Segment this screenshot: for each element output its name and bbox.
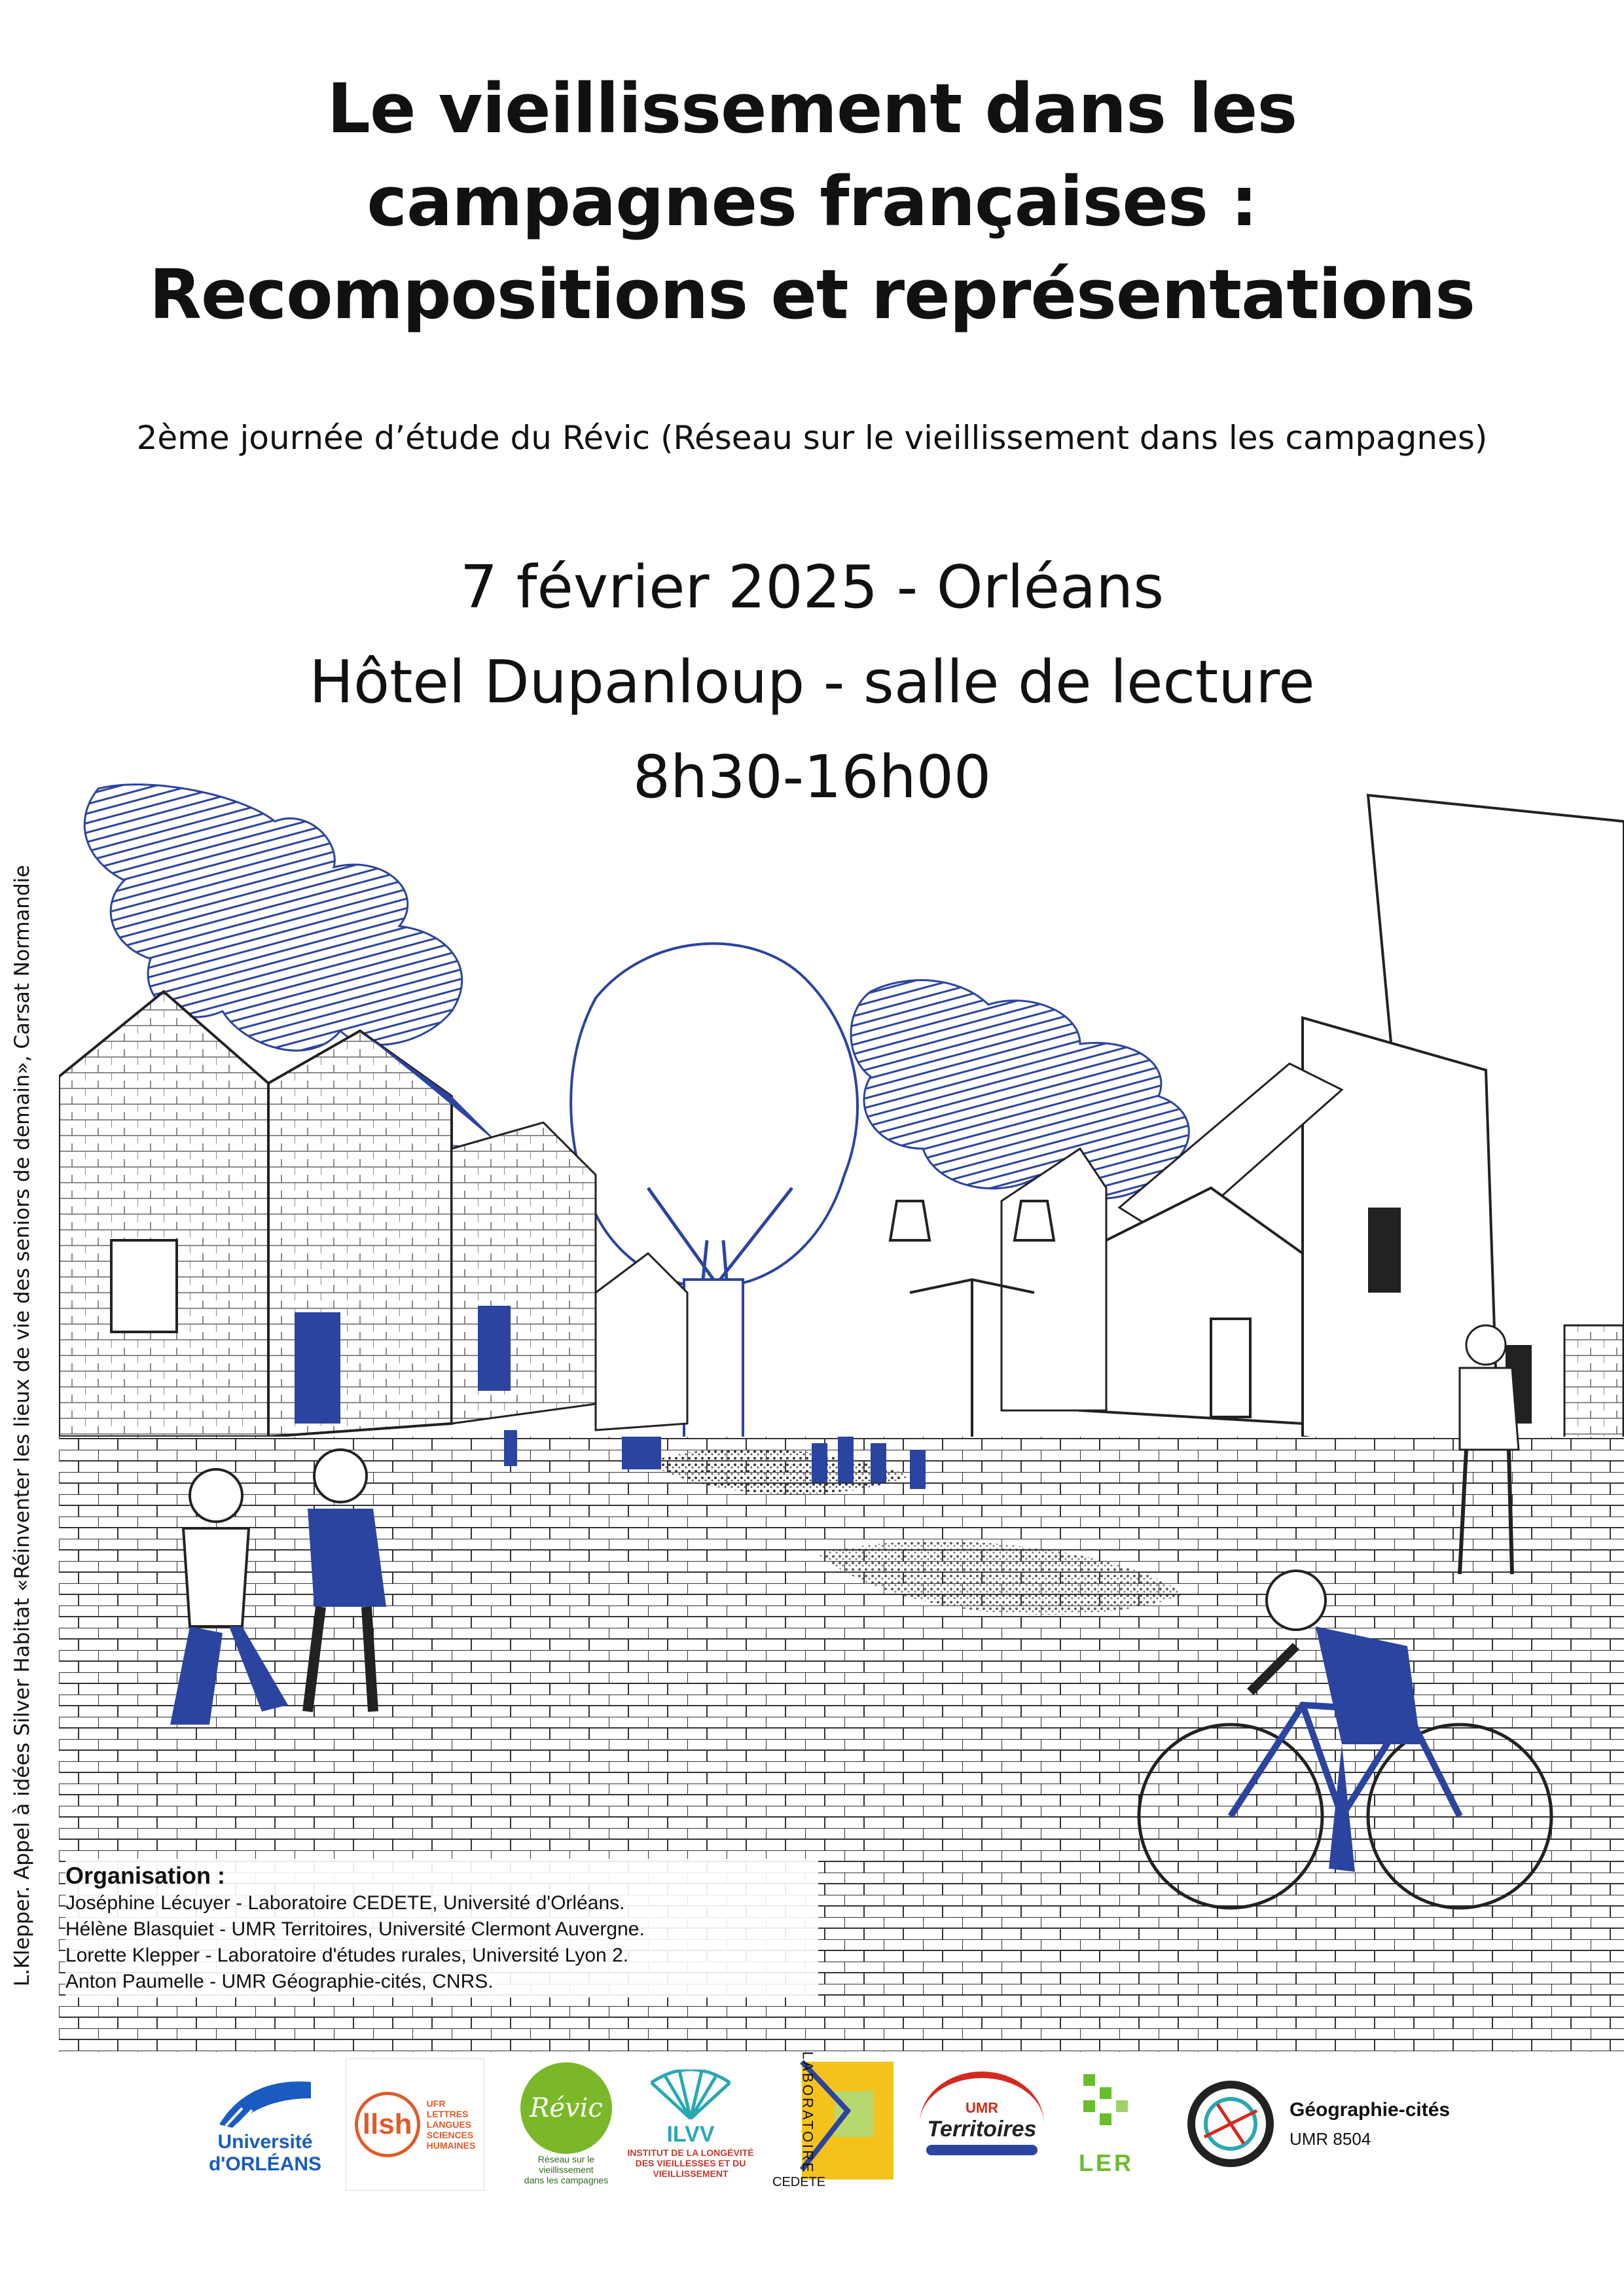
event-date-place: 7 février 2025 - Orléans [460,553,1164,622]
llsh-l3: LANGUES [426,2119,472,2130]
partner-logos [0,2051,1624,2215]
ilvv-l1: INSTITUT DE LA LONGÉVITÉ [627,2147,754,2158]
organiser-4: Anton Paumelle - UMR Géographie-cités, CNRS. [65,1971,494,1992]
revic-tag1: Réseau sur le vieillissement [537,2154,595,2175]
event-venue: Hôtel Dupanloup - salle de lecture [309,648,1315,717]
cloud-right [851,980,1189,1199]
organiser-1: Joséphine Lécuyer - Laboratoire CEDETE, Université d'Orléans. [65,1892,625,1914]
logo-universite-orleans [209,2058,321,2189]
geocites-name: Géographie-cités [1290,2098,1451,2121]
univ-orleans-line1: Université [217,2131,313,2153]
left-window-1 [111,1240,177,1332]
logo-cedete [772,2052,897,2189]
logo-geographie-cites [1185,2058,1479,2189]
back-house-left [596,1253,687,1430]
back-house-right [1001,1149,1106,1410]
organisation-box [65,1859,818,1998]
ler-mark: LER [1079,2149,1134,2176]
territoires-main: Territoires [927,2116,1037,2142]
ilvv-fan-icon [648,2070,733,2122]
right-window-1 [1368,1208,1401,1293]
illustration-credit: L.Klepper. Appel à idées Silver Habitat «Réinventer les lieux de vie des seniors de demain», Carsat Normandie [10,865,34,1986]
left-house-1 [59,992,268,1437]
logo-umr-territoires [913,2058,1051,2189]
revic-tag2: dans les campagnes [524,2175,609,2185]
poster-title [0,62,1624,341]
ilvv-l3: VIEILLISSEMENT [653,2168,729,2179]
title-line-1: Le vieillissement dans les [327,69,1297,149]
geocites-umr: UMR 8504 [1290,2128,1371,2149]
ilvv-l2: DES VIEILLESSES ET DU [635,2157,746,2168]
logo-ler [1067,2058,1146,2189]
title-line-2: campagnes françaises : [367,162,1257,242]
left-door-2 [478,1306,511,1391]
organisation-heading: Organisation : [65,1862,226,1889]
organiser-3: Lorette Klepper - Laboratoire d'études rurales, Université Lyon 2. [65,1945,629,1966]
territoires-top: UMR [965,2099,999,2116]
tree-canopy [571,944,857,1287]
event-hours: 8h30-16h00 [632,743,992,812]
right-door [1211,1319,1250,1417]
left-house-3 [452,1122,596,1424]
univ-orleans-emblem-icon [213,2072,317,2131]
llsh-l2: LETTRES [426,2109,469,2119]
left-door-1 [295,1312,340,1424]
cedete-emblem-icon [772,2052,897,2189]
univ-orleans-line2: d'ORLÉANS [208,2153,322,2175]
llsh-l5: HUMAINES [426,2140,476,2151]
cedete-bottom: CEDETE [772,2175,826,2189]
organiser-2: Hélène Blasquiet - UMR Territoires, Université Clermont Auvergne. [65,1918,645,1940]
subtitle: 2ème journée d’étude du Révic (Réseau sur le vieillissement dans les campagnes) [136,419,1488,457]
llsh-l1: UFR [426,2098,446,2109]
ler-pixels-icon [1070,2071,1142,2149]
logo-ilvv [625,2058,756,2189]
logo-ufr-llsh [346,2058,484,2191]
llsh-mark: llsh [355,2092,420,2157]
cedete-vertical: LABORATOIRE [799,2051,816,2174]
territoires-swoosh-icon [926,2145,1038,2155]
geocites-globe-icon [1185,2078,1276,2170]
logo-revic [511,2058,622,2189]
ilvv-mark: ILVV [666,2121,715,2147]
revic-mark: Révic [520,2062,612,2154]
right-house-3 [1080,1188,1303,1424]
llsh-l4: SCIENCES [426,2130,474,2140]
title-line-3: Recompositions et représentations [149,255,1475,334]
